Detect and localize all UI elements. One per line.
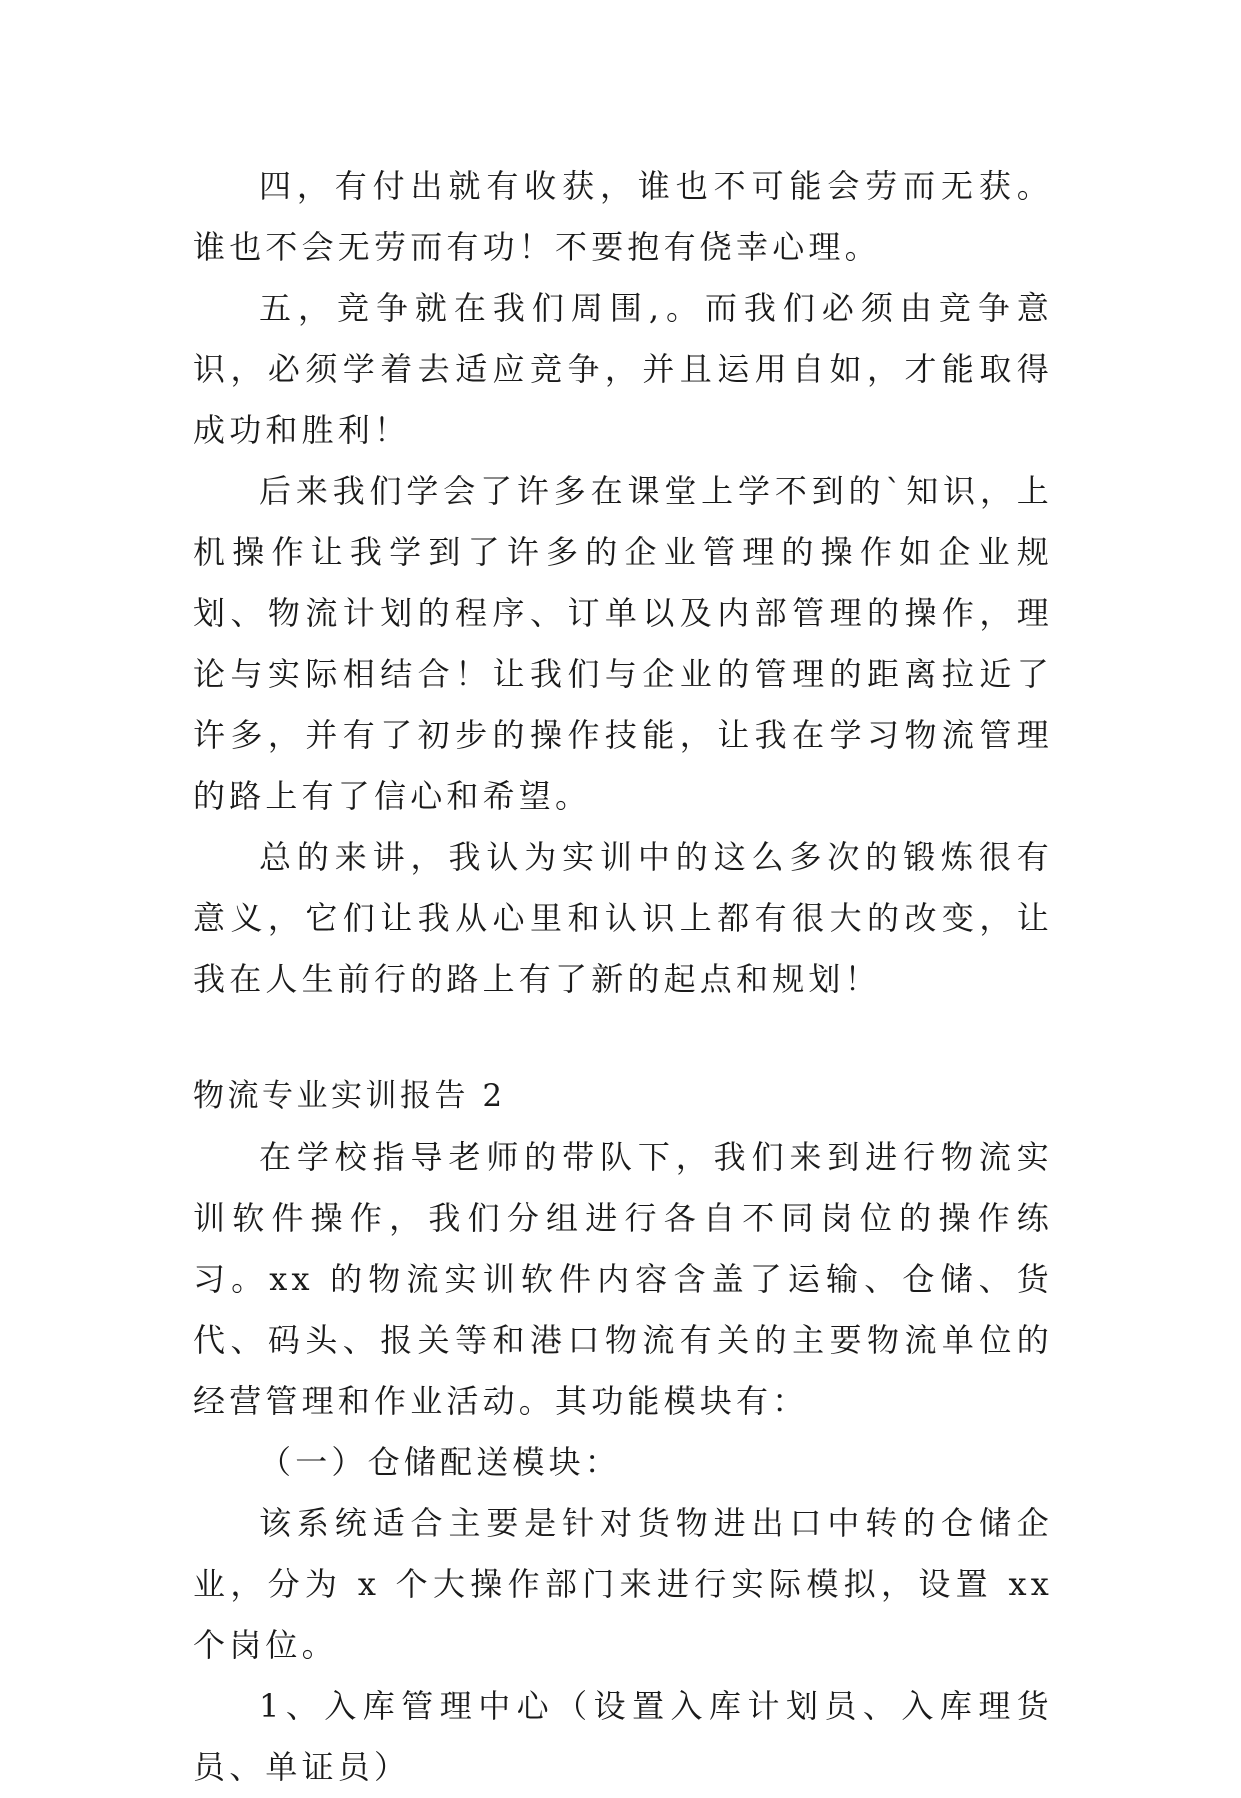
paragraph-inbound-center: 1、入库管理中心（设置入库计划员、入库理货员、单证员） (193, 1687, 1053, 1786)
document-body (193, 156, 1053, 1798)
paragraph-summary: 总的来讲，我认为实训中的这么多次的锻炼很有意义，它们让我从心里和认识上都有很大的改变，让我在人生前行的路上有了新的起点和规划！ (193, 838, 1053, 998)
paragraph-training-intro: 在学校指导老师的带队下，我们来到进行物流实训软件操作，我们分组进行各自不同岗位的操作练习。xx 的物流实训软件内容含盖了运输、仓储、货代、码头、报关等和港口物流有关的主要物流单位的经营管理和作业活动。其功能模块有： (193, 1138, 1053, 1420)
paragraph-warehouse-system: 该系统适合主要是针对货物进出口中转的仓储企业，分为 x 个大操作部门来进行实际模拟，设置 xx 个岗位。 (193, 1504, 1053, 1664)
paragraph-module-heading: （一）仓储配送模块： (259, 1443, 622, 1481)
paragraph-four: 四，有付出就有收获，谁也不可能会劳而无获。谁也不会无劳而有功！不要抱有侥幸心理。 (193, 167, 1053, 266)
paragraph-computer-practice: 后来我们学会了许多在课堂上学不到的`知识，上机操作让我学到了许多的企业管理的操作如企业规划、物流计划的程序、订单以及内部管理的操作，理论与实际相结合！让我们与企业的管理的距离拉近了许多，并有了初步的操作技能，让我在学习物流管理的路上有了信心和希望。 (193, 472, 1053, 815)
paragraph-five: 五，竞争就在我们周围,。而我们必须由竞争意识，必须学着去适应竞争，并且运用自如，才能取得成功和胜利！ (193, 289, 1053, 449)
section-title: 物流专业实训报告 2 (193, 1078, 506, 1114)
